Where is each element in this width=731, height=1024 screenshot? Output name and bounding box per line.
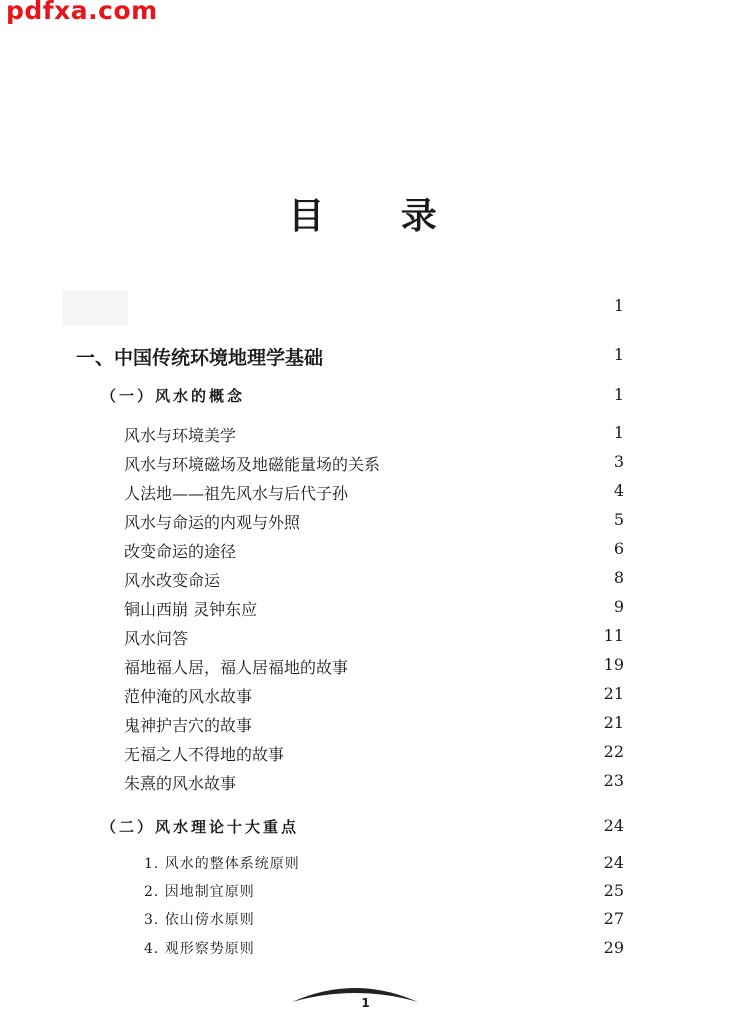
toc-entry[interactable] (0, 713, 731, 741)
watermark-logo: pdfxa.com (6, 0, 158, 25)
toc-entry-page-number: 19 (603, 655, 624, 674)
toc-entry[interactable] (0, 909, 731, 937)
toc-entry-title: 无福之人不得地的故事 (124, 745, 285, 764)
toc-entry-page-number: 1 (613, 296, 624, 315)
toc-entry-title: （一）风水的概念 (101, 387, 246, 405)
toc-entry-page-number: 11 (603, 626, 624, 645)
toc-entry-title: 风水与环境磁场及地磁能量场的关系 (124, 455, 381, 474)
toc-entry[interactable] (0, 452, 731, 480)
toc-entry-title: （二）风水理论十大重点 (101, 818, 300, 836)
toc-entry-title: 2. 因地制宜原则 (144, 884, 255, 900)
toc-entry-title: 朱熹的风水故事 (124, 774, 237, 793)
toc-entry-title: 风水问答 (124, 629, 189, 648)
toc-entry-page-number: 22 (603, 742, 624, 761)
toc-entry[interactable] (0, 771, 731, 799)
toc-entry-page-number: 24 (603, 853, 624, 872)
toc-entry[interactable] (0, 481, 731, 509)
toc-entry-page-number: 3 (613, 452, 624, 471)
toc-entry[interactable] (0, 510, 731, 538)
toc-entry-title: 铜山西崩 灵钟东应 (124, 600, 258, 619)
toc-entry[interactable] (0, 597, 731, 625)
toc-entry-page-number: 1 (613, 385, 624, 404)
toc-entry-page-number: 21 (603, 713, 624, 732)
toc-entry[interactable] (0, 568, 731, 596)
toc-entry-title: 鬼神护吉穴的故事 (124, 716, 253, 735)
toc-entry-title: 1. 风水的整体系统原则 (144, 856, 300, 872)
toc-entry[interactable] (0, 881, 731, 909)
toc-entry-title: 风水与命运的内观与外照 (124, 513, 301, 532)
toc-entry[interactable] (0, 742, 731, 770)
toc-entry[interactable] (0, 385, 731, 413)
toc-entry-page-number: 21 (603, 684, 624, 703)
toc-entry-title: 一、中国传统环境地理学基础 (76, 347, 324, 369)
toc-entry[interactable] (0, 296, 731, 324)
toc-entry-title: 3. 依山傍水原则 (144, 912, 255, 928)
toc-entry[interactable] (0, 853, 731, 881)
toc-entry-page-number: 1 (613, 423, 624, 442)
toc-entry-page-number: 29 (603, 938, 624, 957)
toc-entry-page-number: 1 (613, 345, 624, 364)
toc-entry[interactable] (0, 655, 731, 683)
page-title: 目 录 (288, 195, 469, 237)
toc-entry-title: 福地福人居，福人居福地的故事 (124, 658, 349, 677)
toc-entry-page-number: 23 (603, 771, 624, 790)
toc-entry-title: 风水改变命运 (124, 571, 221, 590)
toc-entry-title: 人法地——祖先风水与后代子孙 (124, 484, 349, 503)
toc-entry[interactable] (0, 816, 731, 844)
toc-entry-page-number: 6 (613, 539, 624, 558)
toc-entry[interactable] (0, 539, 731, 567)
page-number: 1 (361, 996, 370, 1010)
toc-entry-page-number: 9 (613, 597, 624, 616)
toc-entry[interactable] (0, 684, 731, 712)
toc-entry-title: 风水与环境美学 (124, 426, 237, 445)
toc-entry[interactable] (0, 626, 731, 654)
toc-entry-page-number: 27 (603, 909, 624, 928)
toc-entry-title: 4. 观形察势原则 (144, 941, 255, 957)
toc-entry-page-number: 25 (603, 881, 624, 900)
toc-entry-page-number: 4 (613, 481, 624, 500)
toc-entry-page-number: 5 (613, 510, 624, 529)
toc-entry-page-number: 24 (603, 816, 624, 835)
toc-entry-title: 改变命运的途径 (124, 542, 237, 561)
toc-entry[interactable] (0, 938, 731, 966)
toc-entry[interactable] (0, 423, 731, 451)
toc-entry[interactable] (0, 343, 731, 371)
toc-entry-page-number: 8 (613, 568, 624, 587)
toc-entry-title: 范仲淹的风水故事 (124, 687, 253, 706)
